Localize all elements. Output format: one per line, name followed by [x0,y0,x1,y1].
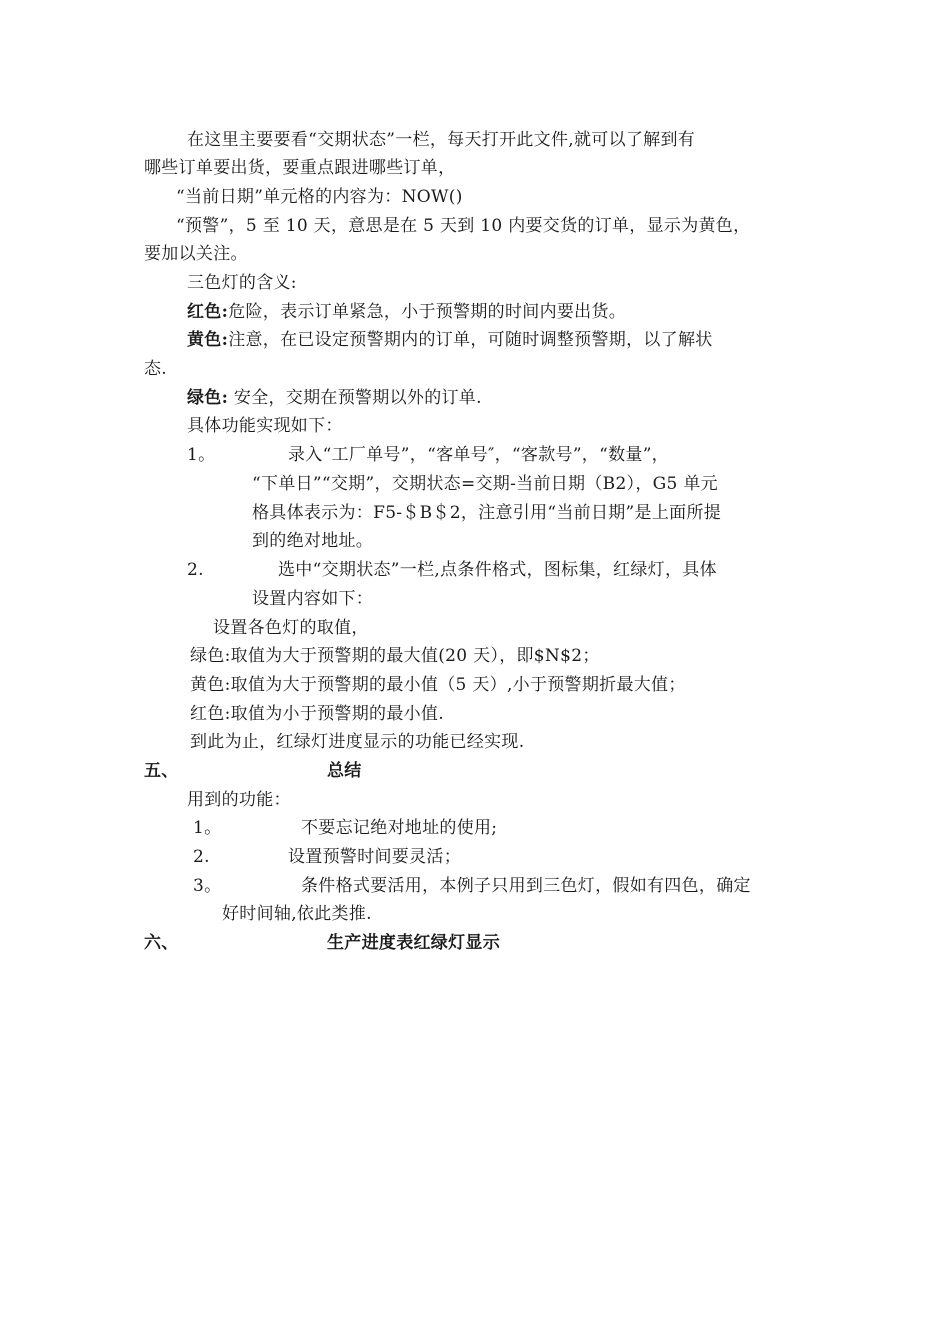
section-5-item-3-line-2: 好时间轴,依此类推. [222,904,372,924]
settings-title: 设置各色灯的取值， [213,618,369,638]
green-text: 安全，交期在预警期以外的订单. [228,388,482,408]
impl-line: 具体功能实现如下： [187,416,343,436]
intro-line-1: 在这里主要要看“交期状态”一栏，每天打开此文件,就可以了解到有 [187,130,696,150]
step-1-line-2: “下单日”“交期”，交期状态=交期-当前日期（B2），G5 单元 [252,474,718,494]
settings-yellow: 黄色:取值为大于预警期的最小值（5 天）,小于预警期折最大值； [190,675,686,695]
step-1-number: 1。 [187,445,216,465]
section-5-item-2-number: 2. [193,847,210,867]
settings-done: 到此为止，红绿灯进度显示的功能已经实现. [190,732,525,752]
step-1-line-4: 到的绝对地址。 [252,531,374,551]
step-2-text: 选中“交期状态”一栏,点条件格式，图标集，红绿灯，具体 [278,560,717,580]
section-6-title: 生产进度表红绿灯显示 [327,933,500,953]
section-5-item-3-text: 条件格式要活用，本例子只用到三色灯，假如有四色，确定 [301,876,751,896]
yellow-light-cont: 态. [144,359,168,379]
green-light-line [187,387,482,409]
step-1-line-3: 格具体表示为：F5-＄B＄2，注意引用“当前日期”是上面所提 [252,503,722,523]
section-6-number: 六、 [144,933,179,953]
yellow-label: 黄色: [187,330,229,350]
step-2-number: 2. [187,560,204,580]
section-5-item-1-text: 不要忘记绝对地址的使用; [301,818,498,838]
yellow-light-line [187,329,713,351]
section-5-title: 总结 [327,761,362,781]
section-5-item-2-text: 设置预警时间要灵活； [288,847,461,867]
intro-line-2: 哪些订单要出货，要重点跟进哪些订单， [144,158,456,178]
red-label: 红色: [187,302,229,322]
section-5-used: 用到的功能： [187,790,291,810]
red-light-line [187,301,626,323]
settings-red: 红色:取值为小于预警期的最小值. [190,704,444,724]
step-2-line-2: 设置内容如下： [252,589,374,609]
section-5-item-1-number: 1。 [193,818,222,838]
settings-green: 绿色:取值为大于预警期的最大值(20 天），即$N$2； [190,646,600,666]
intro-line-3: “当前日期”单元格的内容为：NOW() [176,187,463,207]
yellow-text: 注意，在已设定预警期内的订单，可随时调整预警期，以了解状 [228,330,713,350]
section-5-number: 五、 [144,761,179,781]
intro-line-4: “预警”，5 至 10 天，意思是在 5 天到 10 内要交货的订单，显示为黄色， [176,216,751,236]
intro-line-5: 要加以关注。 [144,244,248,264]
intro-line-6: 三色灯的含义: [187,273,297,293]
section-5-item-3-number: 3。 [193,876,222,896]
red-text: 危险，表示订单紧急，小于预警期的时间内要出货。 [228,302,627,322]
green-label: 绿色: [187,388,229,408]
step-1-text: 录入“工厂单号”，“客单号″，“客款号”，“数量”， [288,445,669,465]
